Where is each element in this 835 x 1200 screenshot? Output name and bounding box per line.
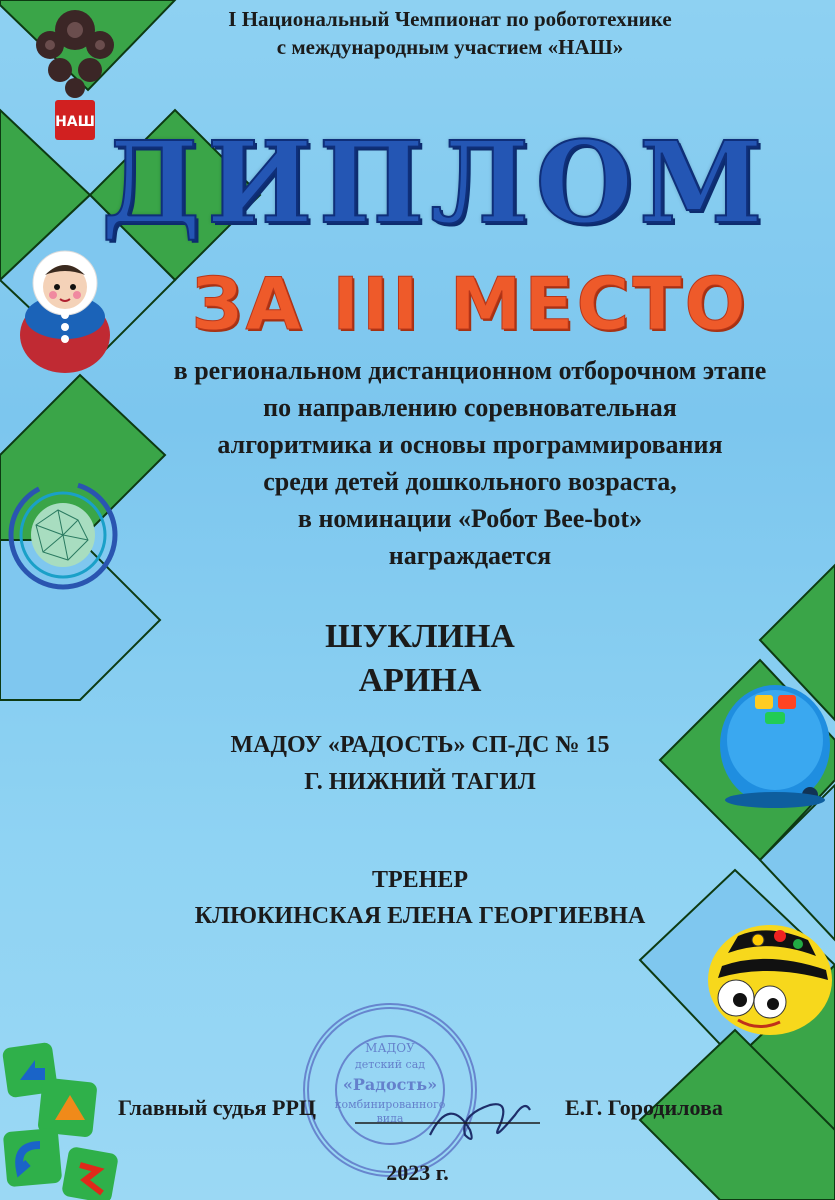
body-line: в региональном дистанционном отборочном этапе (173, 356, 767, 385)
nomination-line: в номинации «Робот Bee-bot» (297, 504, 643, 533)
bee-bot-robot-icon (698, 918, 833, 1038)
organization-name: МАДОУ «РАДОСТЬ» СП-ДС № 15 (230, 732, 610, 758)
stamp-name: «Радость» (342, 1075, 438, 1094)
signature-role: Главный судья РРЦ (118, 1095, 317, 1120)
awardee-given-name: АРИНА (358, 662, 482, 699)
diploma-year: 2023 г. (386, 1160, 449, 1185)
signature-line (355, 1120, 540, 1126)
diploma-title: ДИПЛОМ (101, 118, 769, 249)
matryoshka-doll-icon (10, 245, 120, 375)
organization-city: Г. НИЖНИЙ ТАГИЛ (304, 769, 536, 795)
signature-mark (420, 1075, 540, 1155)
svg-text:НАШ: НАШ (55, 114, 95, 130)
stamp-line-2: детский сад (354, 1058, 426, 1071)
trainer-label: ТРЕНЕР (371, 867, 468, 893)
signatory-name: Е.Г. Городилова (565, 1095, 723, 1120)
body-line: алгоритмика и основы программирования (217, 430, 723, 459)
body-line: среди детей дошкольного возраста, (263, 467, 677, 496)
body-line: по направлению соревновательная (263, 393, 677, 422)
stamp-line-1: МАДОУ (365, 1041, 415, 1055)
championship-title-line1: I Национальный Чемпионат по робототехнике (228, 7, 672, 31)
stamp-line-5: вида (376, 1112, 404, 1125)
awarded-line: награждается (388, 541, 552, 570)
stamp-line-4: комбинированного (334, 1098, 446, 1111)
championship-title-line2: с международным участием «НАШ» (276, 35, 624, 59)
awardee-surname: ШУКЛИНА (325, 618, 515, 655)
place-subtitle: ЗА III МЕСТО (191, 262, 749, 346)
trainer-name: КЛЮКИНСКАЯ ЕЛЕНА ГЕОРГИЕВНА (194, 903, 646, 929)
